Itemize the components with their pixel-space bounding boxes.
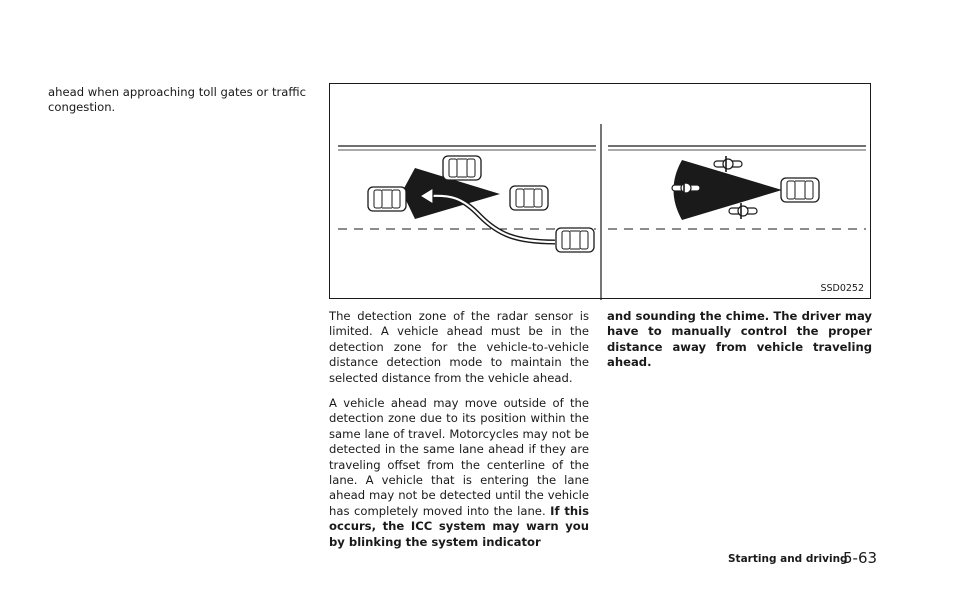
motorcycle-icon [714,156,742,172]
middle-paragraph-2 [329,396,589,550]
detection-zone-figure [329,83,871,299]
motorcycle-icon [729,203,757,219]
middle-paragraph-1: The detection zone of the radar sensor is limited. A vehicle ahead must be in the detection zone for the vehicle-to-vehicle distance detection mode to maintain the selected distance from the vehicle ahead. [329,309,589,385]
page-number: 5-63 [843,549,878,567]
left-paragraph: ahead when approaching toll gates or traffic congestion. [48,85,306,115]
right-column [607,309,872,381]
footer-section-title: Starting and driving [728,553,848,565]
car-icon [781,178,819,202]
figure-illustration [330,84,872,300]
middle-paragraph-2-bold: If this occurs, the ICC system may warn you by blinking the system indicator [329,503,590,549]
car-icon [556,228,594,252]
figure-code: SSD0252 [820,283,864,294]
middle-column [329,309,589,560]
car-icon [443,156,481,180]
car-icon [368,187,406,211]
car-icon [510,186,548,210]
middle-paragraph-2-regular: A vehicle ahead may move outside of the detection zone due to its position within the same lane of travel. Motorcycles may not be detected in the same lane ahead if they are traveling offset from the centerline of the lane. A vehicle that is entering the lane ahead may not be detected until the vehicle has completely moved into the lane. [329,396,589,518]
left-column [48,85,306,126]
right-paragraph: and sounding the chime. The driver may have to manually control the proper distance away from vehicle traveling ahead. [607,309,872,370]
